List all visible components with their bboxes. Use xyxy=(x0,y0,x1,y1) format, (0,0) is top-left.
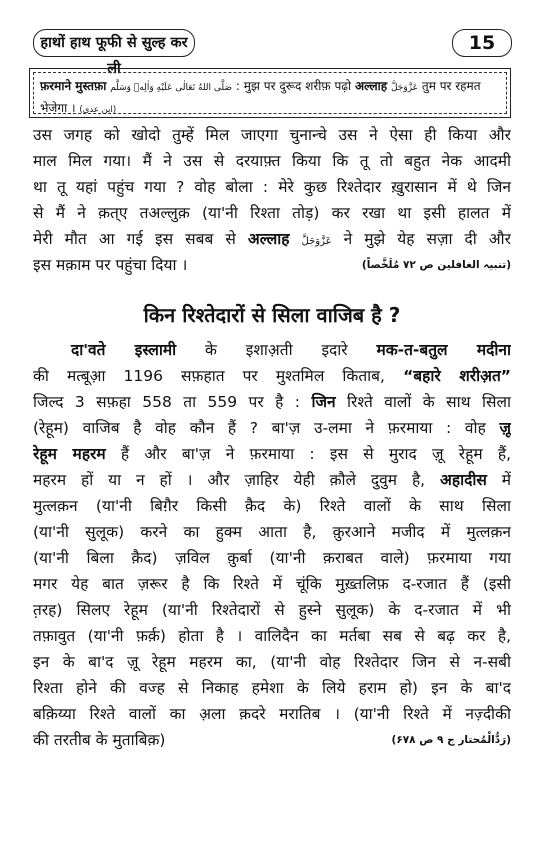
p2-l2-a: की मत्बूआ़ 1196 सफ़हात पर मुश्तमिल किताब, xyxy=(33,367,385,385)
p1-line-4: से मैं ने क़त्ए तअल्लुक़ (या'नी रिश्ता तोड़) कर रखा था इसी हालत में xyxy=(33,204,511,222)
quote-source: (ابن عدی) xyxy=(79,105,117,115)
quote-label: फ़रमाने मुस्तफ़ा xyxy=(40,79,107,93)
p2-l3-c: रिश्ते वालों के साथ सिला xyxy=(347,393,511,411)
section-heading: किन रिश्तेदारों से सिला वाजिब है ? xyxy=(143,303,401,327)
p2-l6-b: अहादीस xyxy=(440,471,487,489)
p2-l5-b: हैं और बा'ज़ ने फ़रमाया : इस से मुराद ज़ू रेहूम हैं, xyxy=(120,445,511,463)
p2-l6-c: में xyxy=(501,471,511,489)
p2-l1-c: मक-त-बतुल मदीना xyxy=(376,341,511,359)
p1-line-2: माल मिल गया। मैं ने उस से दरयाफ़्त किया कि तू तो बहुत नेक आदमी xyxy=(33,152,511,170)
p1-reference: (تنبیہ الغافلین ص ۷۲ مُلَخَّصاً) xyxy=(361,259,511,271)
p2-line-5 xyxy=(33,441,511,467)
quote-azza: عَزَّوَجَلَّ xyxy=(390,83,419,93)
p2-line-1 xyxy=(33,337,511,363)
quote-line-2 xyxy=(40,98,500,120)
p1-line5-azza: عَزَّوَجَلَّ xyxy=(301,236,332,247)
quote-text-b: तुम पर रहमत xyxy=(421,79,481,93)
p2-l4-b: ज़ू xyxy=(499,419,511,437)
p2-line-12: तफ़ावुत (या'नी फ़र्क़) होता है । वालिदैन का मर्तबा सब से बढ़ कर है, xyxy=(33,627,511,645)
p2-line-13: इन के बा'द ज़ू रेहूम महरम का, (या'नी वोह रिश्तेदार जिन से न-सबी xyxy=(33,653,511,671)
p2-line-2 xyxy=(33,363,511,389)
quote-line-1 xyxy=(40,76,500,98)
hadith-quote-inner xyxy=(33,72,507,114)
p2-l3-a: जिल्द 3 सफ़हा 558 ता 559 पर है : xyxy=(33,393,301,411)
p2-l5-a: रेहूम महरम xyxy=(33,445,106,463)
quote-allah: अल्लाह xyxy=(354,79,388,93)
p2-line-8: (या'नी सुलूक) करने का हुक्म आता है, क़ुरआने मजीद में मुत्लक़न xyxy=(33,523,511,541)
quote-line2-text: भेजेगा । xyxy=(40,101,76,115)
p1-line-6 xyxy=(33,252,511,278)
p2-reference: (رَدُّالْمُحتار ج ۹ ص ۶۷۸) xyxy=(391,734,511,746)
p1-line5-a: मेरी मौत आ गई इस सबब से xyxy=(33,230,236,248)
p1-line5-allah: अल्लाह xyxy=(247,230,290,248)
p2-l4-a: (रेहूम) वाजिब है वोह कौन हैं ? बा'ज़ उ-लमा ने फ़रमाया : वोह xyxy=(33,419,486,437)
p1-line-5 xyxy=(33,226,511,252)
p2-line-11: त़रह) सिलए रेहूम (या'नी रिश्तेदारों से हुस्ने सुलूक) के द-रजात में भी xyxy=(33,601,511,619)
p2-line-9: (या'नी बिला क़ैद) ज़विल क़ुर्बा (या'नी क़राबत वाले) फ़रमाया गया xyxy=(33,549,511,567)
running-header-title: हाथों हाथ फूफी से सुल्ह कर ली xyxy=(33,29,195,57)
p2-last-line: की तरतीब के मुताबिक़) xyxy=(33,731,166,749)
p1-line-3: था तू यहां पहुंच गया ? वोह बोला : मेरे कुछ रिश्तेदार ख़ुरासान में थे जिन xyxy=(33,178,511,196)
p2-l1-a: दा'वते इस्लामी xyxy=(71,341,177,359)
p2-line-3 xyxy=(33,389,511,415)
hadith-quote-box xyxy=(29,68,511,118)
p2-line-15: बक़िय्या रिश्ते वालों का अ़ला क़दरे मरातिब । (या'नी रिश्ते में नज़्दीकी xyxy=(33,705,511,723)
p2-line-14: रिश्ता होने की वज्ह से निकाह हमेशा के लिये हराम हो) इन के बा'द xyxy=(33,679,511,697)
p2-l2-b: “बहारे शरीअ़त” xyxy=(403,367,511,385)
p2-line-16 xyxy=(33,727,511,753)
page-number: 15 xyxy=(452,29,512,57)
p1-line6-text: इस मक़ाम पर पहुंचा दिया । xyxy=(33,256,188,274)
p1-line5-b: ने मुझे येह सज़ा दी और xyxy=(343,230,511,248)
quote-salutation: صَلَّى اللهُ تَعَالٰی عَلَيْهِ وَاٰلِهٖ وَسَلَّم xyxy=(110,83,233,93)
p2-l6-a: महरम हों या न हों । और ज़ाहिर येही क़ौले दुवुम है, xyxy=(33,471,426,489)
p2-line-6 xyxy=(33,467,511,493)
p2-line-7: मुत्लक़न (या'नी बिग़ैर किसी क़ैद के) रिश्ते वालों के साथ सिला xyxy=(33,497,511,515)
p2-l3-b: जिन xyxy=(311,393,336,411)
p1-line-1: उस जगह को खोदो तुम्हें मिल जाएगा चुनान्चे उस ने ऐसा ही किया और xyxy=(33,126,511,144)
p2-line-4 xyxy=(33,415,511,441)
p2-line-10: मगर येह बात ज़रूर है कि रिश्ते में चूंकि मुख़्तलिफ़ द-रजात हैं (इसी xyxy=(33,575,511,593)
quote-text-a: : मुझ पर दुरूद शरीफ़ पढ़ो xyxy=(235,79,352,93)
p2-l1-b: के इशाअ़ती इदारे xyxy=(205,341,348,359)
